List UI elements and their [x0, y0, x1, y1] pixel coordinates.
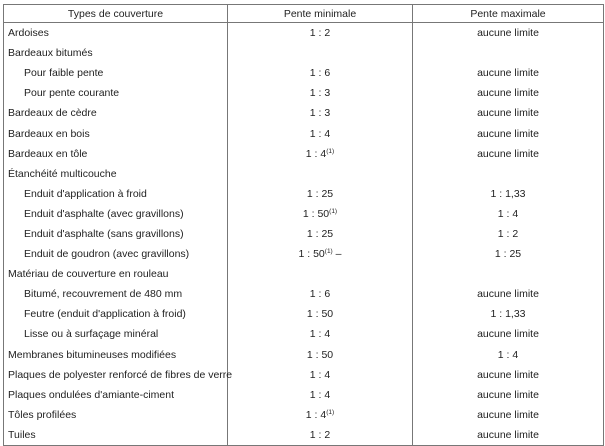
min-slope-cell — [228, 103, 413, 123]
min-slope-cell — [228, 63, 413, 83]
roof-type-cell: Matériau de couverture en rouleau — [4, 264, 228, 284]
table-row — [4, 304, 604, 324]
roof-type-cell: Bardeaux bitumés — [4, 43, 228, 63]
table-row — [4, 425, 604, 446]
max-slope-cell: 1 : 4 — [413, 204, 604, 224]
max-slope-cell — [413, 264, 604, 284]
max-slope-cell — [413, 43, 604, 63]
table-row — [4, 324, 604, 344]
table-row — [4, 284, 604, 304]
min-slope-value: 1 : 6 — [309, 288, 331, 301]
max-slope-cell — [413, 164, 604, 184]
roof-type-cell: Plaques de polyester renforcé de fibres de verre — [4, 365, 228, 385]
table-row — [4, 184, 604, 204]
min-slope-value: 1 : 3 — [309, 87, 331, 100]
max-slope-cell: aucune limite — [413, 405, 604, 425]
min-slope-value: 1 : 50 — [298, 248, 325, 261]
table-row — [4, 244, 604, 264]
min-slope-cell — [228, 304, 413, 324]
roof-type-cell: Lisse ou à surfaçage minéral — [4, 324, 228, 344]
roof-type-cell: Bardeaux en tôle — [4, 144, 228, 164]
min-slope-value: 1 : 6 — [309, 67, 331, 80]
min-slope-cell — [228, 405, 413, 425]
table-row — [4, 264, 604, 284]
table-row — [4, 43, 604, 63]
min-slope-cell — [228, 385, 413, 405]
min-slope-suffix: – — [332, 248, 342, 261]
table-row — [4, 123, 604, 143]
max-slope-cell: aucune limite — [413, 63, 604, 83]
roof-type-cell: Enduit d'asphalte (avec gravillons) — [4, 204, 228, 224]
min-slope-cell — [228, 284, 413, 304]
min-slope-value: 1 : 2 — [309, 27, 331, 40]
table-row — [4, 164, 604, 184]
roof-type-cell: Membranes bitumineuses modifiées — [4, 345, 228, 365]
max-slope-cell: aucune limite — [413, 103, 604, 123]
roof-type-cell: Tôles profilées — [4, 405, 228, 425]
roof-slope-table — [3, 4, 604, 446]
min-slope-cell — [228, 83, 413, 103]
max-slope-cell: 1 : 4 — [413, 345, 604, 365]
max-slope-cell: aucune limite — [413, 123, 604, 143]
min-slope-cell — [228, 324, 413, 344]
table-row — [4, 144, 604, 164]
min-slope-cell — [228, 244, 413, 264]
min-slope-cell — [228, 144, 413, 164]
roof-type-cell: Enduit d'application à froid — [4, 184, 228, 204]
max-slope-cell: aucune limite — [413, 385, 604, 405]
min-slope-value: 1 : 25 — [306, 227, 334, 240]
min-slope-value: 1 : 4 — [305, 408, 327, 421]
roof-type-cell: Enduit de goudron (avec gravillons) — [4, 244, 228, 264]
roof-type-cell: Enduit d'asphalte (sans gravillons) — [4, 224, 228, 244]
max-slope-cell: aucune limite — [413, 23, 604, 44]
roof-type-cell: Plaques ondulées d'amiante-ciment — [4, 385, 228, 405]
min-slope-value: 1 : 4 — [309, 388, 331, 401]
min-slope-value: 1 : 25 — [306, 187, 334, 200]
roof-type-cell: Pour pente courante — [4, 83, 228, 103]
min-slope-value: 1 : 50 — [306, 308, 334, 321]
min-slope-value: 1 : 4 — [309, 368, 331, 381]
header-max-slope: Pente maximale — [413, 5, 604, 23]
footnote-ref: (1) — [326, 408, 335, 416]
table-row — [4, 63, 604, 83]
roof-type-cell: Bitumé, recouvrement de 480 mm — [4, 284, 228, 304]
max-slope-cell: aucune limite — [413, 324, 604, 344]
roof-type-cell: Étanchéité multicouche — [4, 164, 228, 184]
max-slope-cell: 1 : 2 — [413, 224, 604, 244]
min-slope-value: 1 : 2 — [309, 428, 331, 441]
max-slope-cell: aucune limite — [413, 425, 604, 446]
footnote-ref: (1) — [324, 248, 333, 256]
min-slope-cell — [228, 345, 413, 365]
max-slope-cell: aucune limite — [413, 365, 604, 385]
max-slope-cell: 1 : 25 — [413, 244, 604, 264]
min-slope-value: 1 : 50 — [302, 207, 330, 220]
max-slope-cell: aucune limite — [413, 284, 604, 304]
min-slope-cell — [228, 43, 413, 63]
min-slope-cell — [228, 365, 413, 385]
min-slope-value: 1 : 4 — [305, 147, 327, 160]
table-row — [4, 103, 604, 123]
min-slope-cell — [228, 264, 413, 284]
table-row — [4, 345, 604, 365]
roof-type-cell: Bardeaux en bois — [4, 123, 228, 143]
roof-type-cell: Ardoises — [4, 23, 228, 44]
max-slope-cell: aucune limite — [413, 83, 604, 103]
header-min-slope: Pente minimale — [228, 5, 413, 23]
min-slope-cell — [228, 23, 413, 44]
table-row — [4, 83, 604, 103]
max-slope-cell: 1 : 1,33 — [413, 184, 604, 204]
min-slope-value: 1 : 4 — [309, 127, 331, 140]
roof-type-cell: Bardeaux de cèdre — [4, 103, 228, 123]
max-slope-cell: aucune limite — [413, 144, 604, 164]
footnote-ref: (1) — [326, 147, 335, 155]
min-slope-value: 1 : 50 — [306, 348, 334, 361]
footnote-ref: (1) — [329, 207, 338, 215]
min-slope-cell — [228, 164, 413, 184]
max-slope-cell: 1 : 1,33 — [413, 304, 604, 324]
min-slope-cell — [228, 425, 413, 446]
min-slope-value: 1 : 4 — [309, 328, 331, 341]
table-row — [4, 405, 604, 425]
min-slope-cell — [228, 224, 413, 244]
roof-type-cell: Feutre (enduit d'application à froid) — [4, 304, 228, 324]
table-header-row — [4, 5, 604, 23]
roof-type-cell: Pour faible pente — [4, 63, 228, 83]
roof-type-cell: Tuiles — [4, 425, 228, 446]
min-slope-cell — [228, 184, 413, 204]
table-row — [4, 204, 604, 224]
min-slope-cell — [228, 123, 413, 143]
min-slope-value: 1 : 3 — [309, 107, 331, 120]
table-row — [4, 224, 604, 244]
header-roof-type: Types de couverture — [4, 5, 228, 23]
min-slope-cell — [228, 204, 413, 224]
table-row — [4, 365, 604, 385]
table-row — [4, 23, 604, 44]
table-row — [4, 385, 604, 405]
